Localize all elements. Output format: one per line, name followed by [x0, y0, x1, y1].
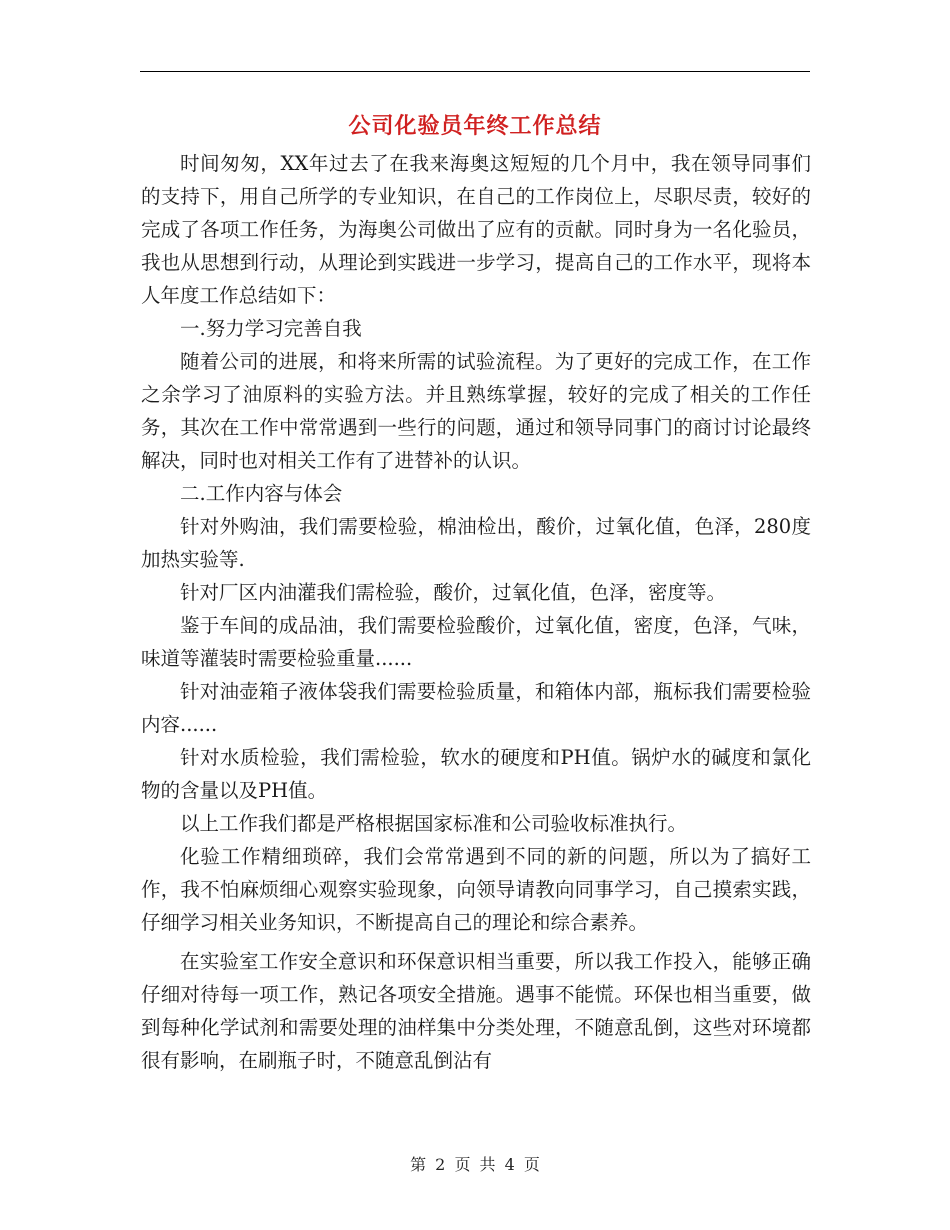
document-body: [141, 147, 811, 1077]
paragraph-water-quality: 针对水质检验，我们需检验，软水的硬度和PH值。锅炉水的碱度和氯化物的含量以及PH值。: [141, 746, 811, 802]
header-rule: [140, 71, 810, 72]
paragraph-safety: 在实验室工作安全意识和环保意识相当重要，所以我工作投入，能够正确仔细对待每一项工作，熟记各项安全措施。遇事不能慌。环保也相当重要，做到每种化学试剂和需要处理的油样集中分类处理，不随意乱倒，这些对环境都很有影响，在刷瓶子时，不随意乱倒沾有: [141, 950, 811, 1072]
paragraph-learning: 随着公司的进展，和将来所需的试验流程。为了更好的完成工作，在工作之余学习了油原料的实验方法。并且熟练掌握，较好的完成了相关的工作任务，其次在工作中常常遇到一些行的问题，通过和领导同事门的商讨讨论最终解决，同时也对相关工作有了进替补的认识。: [141, 350, 811, 472]
paragraph-intro: 时间匆匆，XX年过去了在我来海奥这短短的几个月中，我在领导同事们的支持下，用自己所学的专业知识，在自己的工作岗位上，尽职尽责，较好的完成了各项工作任务，为海奥公司做出了应有的贡献。同时身为一名化验员，我也从思想到行动，从理论到实践进一步学习，提高自己的工作水平，现将本人年度工作总结如下：: [141, 152, 811, 307]
paragraph-packaging: 针对油壶箱子液体袋我们需要检验质量，和箱体内部，瓶标我们需要检验内容......: [141, 680, 811, 736]
section-heading-2: 二.工作内容与体会: [180, 482, 343, 505]
document-title: 公司化验员年终工作总结: [348, 113, 602, 139]
paragraph-standards: 以上工作我们都是严格根据国家标准和公司验收标准执行。: [180, 812, 688, 835]
page-number: 第 2 页 共 4 页: [410, 1155, 540, 1174]
paragraph-purchased-oil: 针对外购油，我们需要检验，棉油检出，酸价，过氧化值，色泽，280度加热实验等.: [141, 515, 811, 571]
paragraph-detail-work: 化验工作精细琐碎，我们会常常遇到不同的新的问题，所以为了搞好工作，我不怕麻烦细心观察实验现象，向领导请教向同事学习，自己摸索实践，仔细学习相关业务知识，不断提高自己的理论和综合素养。: [141, 845, 811, 934]
paragraph-plant-tanks: 针对厂区内油灌我们需检验，酸价，过氧化值，色泽，密度等。: [180, 581, 727, 604]
paragraph-finished-oil: 鉴于车间的成品油，我们需要检验酸价，过氧化值，密度，色泽，气味，味道等灌装时需要检验重量......: [141, 614, 811, 670]
section-heading-1: 一.努力学习完善自我: [180, 317, 362, 340]
